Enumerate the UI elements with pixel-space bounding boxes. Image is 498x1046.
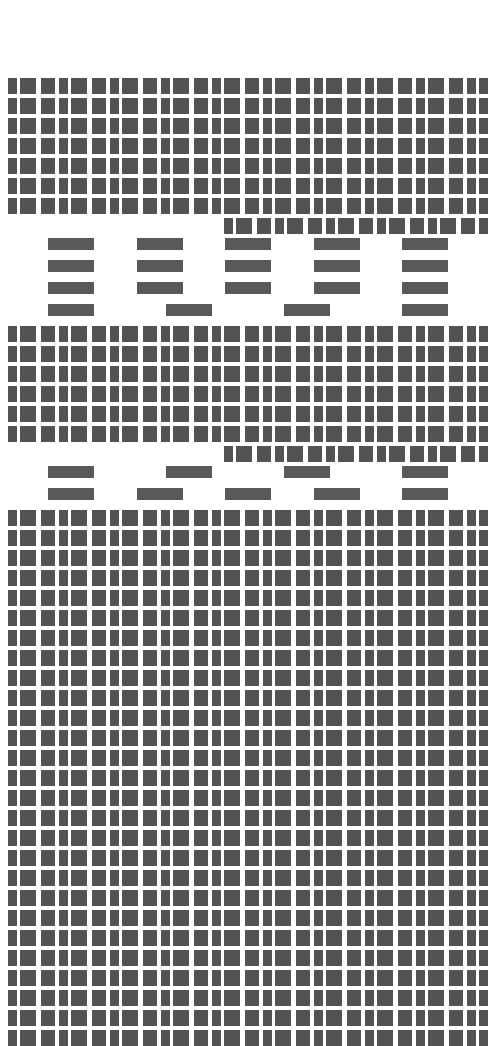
- text-line: [8, 590, 488, 606]
- text-line: [8, 510, 488, 526]
- text-line: [8, 346, 488, 362]
- verse-line: [8, 260, 488, 278]
- text-line: [8, 930, 488, 946]
- text-line: [224, 446, 488, 462]
- text-line: [8, 730, 488, 746]
- article-body: [8, 78, 488, 1046]
- text-line: [8, 790, 488, 806]
- text-line: [8, 426, 488, 442]
- article-title: [8, 6, 488, 50]
- text-line: [8, 570, 488, 586]
- text-line: [224, 218, 488, 234]
- text-line: [8, 530, 488, 546]
- text-line: [8, 158, 488, 174]
- text-line: [8, 910, 488, 926]
- text-line: [8, 98, 488, 114]
- verse-line: [8, 466, 488, 484]
- text-line: [8, 650, 488, 666]
- text-line: [8, 990, 488, 1006]
- text-line: [8, 406, 488, 422]
- text-line: [8, 950, 488, 966]
- text-line: [8, 970, 488, 986]
- text-line: [8, 1030, 488, 1046]
- text-line: [8, 630, 488, 646]
- article-byline: [8, 50, 488, 74]
- text-line: [8, 178, 488, 194]
- text-line: [8, 750, 488, 766]
- verse-line: [8, 304, 488, 322]
- text-line: [8, 326, 488, 342]
- text-line: [8, 890, 488, 906]
- text-line: [8, 610, 488, 626]
- text-line: [8, 138, 488, 154]
- text-line: [8, 830, 488, 846]
- text-line: [8, 366, 488, 382]
- text-line: [8, 710, 488, 726]
- text-line: [8, 1010, 488, 1026]
- text-line: [8, 198, 488, 214]
- text-line: [8, 810, 488, 826]
- text-line: [8, 870, 488, 886]
- verse-line: [8, 282, 488, 300]
- text-line: [8, 670, 488, 686]
- text-line: [8, 78, 488, 94]
- text-line: [8, 386, 488, 402]
- text-line: [8, 550, 488, 566]
- text-line: [8, 850, 488, 866]
- verse-line: [8, 488, 488, 506]
- text-line: [8, 770, 488, 786]
- text-line: [8, 118, 488, 134]
- text-line: [8, 690, 488, 706]
- verse-line: [8, 238, 488, 256]
